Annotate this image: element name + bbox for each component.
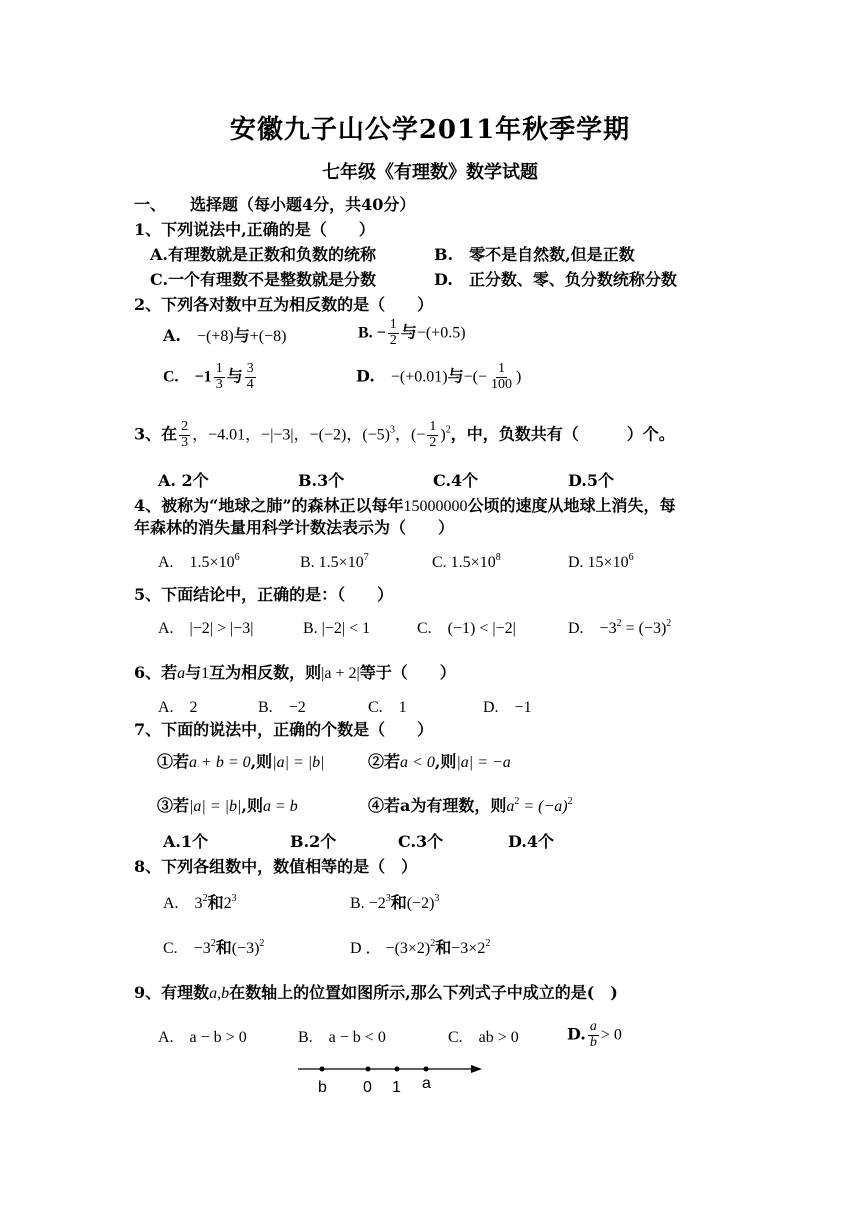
q3-option-b: B.3个	[298, 471, 345, 490]
q6-option-b: B. −2	[258, 699, 306, 716]
q6-var: a	[177, 665, 186, 682]
q9-b: 在数轴上的位置如图所示,那么下列式子中成立的是( )	[229, 983, 618, 1002]
q2-c-fraction	[214, 362, 225, 392]
q8-option-a	[163, 895, 237, 912]
q7-s3-a: ③若	[157, 796, 190, 815]
q3-mid: ，(−	[395, 426, 426, 444]
q4-option-c	[432, 552, 501, 571]
q5-option-b: B. |−2| < 1	[303, 620, 371, 637]
q8-option-b	[350, 895, 439, 912]
q8-c-pre: C. −3	[163, 940, 211, 957]
q6-b: 与	[185, 663, 202, 682]
q4-b-text: B. 1.5×10	[300, 554, 364, 571]
q3-option-a: A. 2个	[158, 471, 209, 490]
q2-option-a	[163, 328, 286, 345]
q8-c-exp1: 2	[210, 938, 216, 949]
q7-s3-math: |a| = |b|	[189, 798, 242, 815]
q1-option-b: B. 零不是自然数,但是正数	[434, 245, 635, 264]
q2-c-label: C. −1	[163, 368, 212, 386]
q2-c-and: 与	[226, 366, 243, 386]
q2-d-close: )	[515, 368, 522, 386]
q9-d-end: > 0	[600, 1026, 622, 1044]
q4-a-text: A. 1.5×10	[158, 554, 235, 571]
q8-a-and: 和	[207, 893, 224, 912]
label-b: b	[318, 1079, 327, 1096]
q2-a-math2: +(−8)	[249, 328, 287, 345]
q2-a-math: −(+8)	[197, 328, 234, 345]
q8-a-exp2: 3	[231, 893, 237, 904]
q5-option-a: A. |−2| > |−3|	[158, 620, 254, 637]
q7-s3-b: ,则	[241, 796, 263, 815]
q3-den2: 2	[429, 434, 437, 450]
q1-stem: 1、下列说法中,正确的是（ ）	[134, 220, 375, 239]
q4-line1-number: 15000000	[403, 498, 468, 515]
q7-s2-math: a < 0	[400, 754, 435, 771]
q2-d-fraction	[489, 362, 514, 392]
q5-option-c: C. (−1) < |−2|	[417, 620, 516, 637]
q7-s3-math2: a = b	[262, 798, 298, 815]
q4-b-exp: 7	[363, 552, 369, 563]
q9-a: 9、有理数	[134, 983, 210, 1002]
q8-option-d	[350, 940, 490, 957]
q7-s4-exp: 2	[514, 796, 520, 807]
point-one	[395, 1067, 400, 1072]
q2-a-label: A.	[163, 326, 197, 345]
q2-c-den2: 4	[246, 376, 254, 392]
q5-d-a: D. −3	[568, 620, 617, 637]
q1-option-c: C.一个有理数不是整数就是分数	[150, 270, 377, 289]
q4-stem-line1	[134, 498, 676, 515]
q4-stem-line2: 年森林的消失量用科学计数法表示为（ ）	[134, 518, 455, 537]
q3-tail: ，中，负数共有（ ）个。	[450, 424, 675, 444]
q3-close: )	[440, 426, 446, 444]
q2-d-math2: −(−	[463, 368, 487, 386]
label-zero: 0	[363, 1079, 372, 1096]
q5-option-d	[568, 618, 672, 637]
q7-s2-b: ,则	[434, 752, 457, 771]
q7-option-a: A.1个	[163, 832, 209, 851]
q7-stem: 7、下面的说法中，正确的个数是（ ）	[134, 720, 434, 739]
q6-option-c: C. 1	[368, 699, 407, 716]
q8-option-c	[163, 940, 264, 957]
q3-num: 2	[181, 419, 189, 434]
q2-d-den: 100	[490, 376, 512, 392]
q8-d-pre: D ． −(3×2)	[350, 940, 431, 957]
q9-d-label: D.	[567, 1024, 586, 1044]
q2-b-den: 2	[389, 332, 397, 348]
q9-vars: a,b	[209, 985, 230, 1002]
q9-stem	[134, 985, 618, 1002]
q2-d-and: 与	[447, 366, 464, 386]
q7-statement-1	[157, 754, 325, 771]
q7-s1-a: ①若	[157, 752, 190, 771]
section-label: 选择题（每小题4分，共40分）	[190, 195, 416, 214]
q8-b-pre: B. −2	[350, 895, 386, 912]
q6-abs: |a + 2|	[321, 665, 360, 682]
q2-c-fraction2	[245, 362, 256, 392]
q2-stem: 2、下列各对数中互为相反数的是（ ）	[134, 295, 434, 314]
q8-d-base: −3×2	[451, 940, 486, 957]
q3-num2: 1	[429, 419, 437, 434]
point-a	[424, 1067, 429, 1072]
q7-option-b: B.2个	[290, 832, 337, 851]
q6-option-a: A. 2	[158, 699, 198, 716]
q2-b-num: 1	[389, 317, 397, 332]
q6-stem	[134, 665, 456, 682]
q9-d-den: b	[589, 1034, 597, 1050]
q7-s1-math: a + b = 0	[189, 754, 251, 771]
q9-option-a: A. a − b > 0	[158, 1029, 247, 1046]
q7-s1-math2: |a| = |b|	[272, 754, 325, 771]
q4-d-exp: 6	[628, 552, 634, 563]
q6-one: 1	[201, 665, 210, 682]
q2-option-b	[358, 318, 466, 348]
q9-option-b: B. a − b < 0	[298, 1029, 386, 1046]
q4-line1-b: 公顷的速度从地球上消失，每	[467, 496, 676, 515]
q5-d-mid: = (−3)	[621, 620, 667, 637]
q1-option-d: D. 正分数、零、负分数统称分数	[434, 270, 677, 289]
q9-d-num: a	[589, 1019, 597, 1034]
q2-b-label: B. −	[358, 324, 386, 342]
q7-s4-math: a	[506, 798, 515, 815]
q3-fraction	[179, 420, 190, 450]
q8-b-exp1: 3	[385, 893, 391, 904]
q8-c-base: (−3)	[231, 940, 260, 957]
q6-d: 互为相反数，则	[209, 663, 322, 682]
q8-b-base: (−2)	[406, 895, 435, 912]
q4-line1-a: 4、被称为“地球之肺”的森林正以每年	[134, 496, 404, 515]
q6-a: 6、若	[134, 663, 178, 682]
q9-option-d	[567, 1020, 622, 1050]
q8-a-base: 2	[223, 895, 232, 912]
q3-items: ，−4.01，−|−3|，−(−2)，(−5)	[192, 426, 391, 444]
q9-d-fraction	[588, 1020, 599, 1050]
q2-c-num: 1	[215, 361, 223, 376]
q7-option-c: C.3个	[398, 832, 444, 851]
page-subtitle: 七年级《有理数》数学试题	[322, 162, 538, 183]
q3-fraction2	[427, 420, 438, 450]
q8-d-exp1: 2	[430, 938, 436, 949]
q4-option-d	[568, 552, 634, 571]
q2-option-d	[356, 362, 521, 392]
q3-exp: 3	[390, 424, 396, 436]
point-b	[320, 1067, 325, 1072]
q7-statement-4	[368, 798, 573, 815]
number-line-figure	[296, 1058, 496, 1098]
q4-option-a	[158, 552, 240, 571]
q8-b-exp2: 3	[434, 893, 440, 904]
q7-s4-math2: = (−a)	[519, 798, 568, 815]
label-a: a	[422, 1075, 431, 1092]
q8-a-pre: A. 3	[163, 895, 203, 912]
q2-b-math: −(+0.5)	[416, 324, 466, 342]
page-title: 安徽九子山公学2011年秋季学期	[229, 115, 631, 145]
q8-d-and: 和	[435, 938, 452, 957]
q4-d-text: D. 15×10	[568, 554, 629, 571]
q8-stem: 8、下列各组数中，数值相等的是（ ）	[134, 857, 418, 876]
q2-d-num: 1	[497, 361, 505, 376]
q8-a-exp1: 2	[202, 893, 208, 904]
q7-s4-exp2: 2	[567, 796, 573, 807]
q5-d-exp1: 2	[616, 618, 622, 629]
q3-stem	[134, 420, 675, 450]
q8-c-exp2: 2	[259, 938, 265, 949]
q2-d-label: D.	[356, 366, 391, 386]
q7-s2-math2: |a| = −a	[456, 754, 511, 771]
q2-c-den: 3	[215, 376, 223, 392]
q5-d-exp2: 2	[666, 618, 672, 629]
q8-b-and: 和	[390, 893, 407, 912]
q2-b-and: 与	[400, 322, 417, 342]
label-one: 1	[392, 1079, 401, 1096]
q4-c-exp: 8	[495, 552, 501, 563]
q1-option-a: A.有理数就是正数和负数的统称	[150, 245, 376, 264]
q3-option-d: D.5个	[568, 471, 615, 490]
q8-d-exp2: 2	[485, 938, 491, 949]
q2-c-num2: 3	[246, 361, 254, 376]
q5-stem: 5、下面结论中，正确的是：（ ）	[134, 585, 394, 604]
q6-option-d: D. −1	[483, 699, 532, 716]
section-number: 一、	[134, 195, 167, 214]
q8-c-and: 和	[215, 938, 232, 957]
q7-s4-a: ④若a为有理数，则	[368, 796, 507, 815]
q3-exp2: 2	[445, 424, 451, 436]
q7-s1-b: ,则	[250, 752, 273, 771]
point-zero	[366, 1067, 371, 1072]
q7-option-d: D.4个	[508, 832, 555, 851]
q7-statement-2	[368, 754, 511, 771]
q9-option-c: C. ab > 0	[448, 1029, 519, 1046]
q3-den: 3	[181, 434, 189, 450]
q7-statement-3	[157, 798, 298, 815]
q7-s2-a: ②若	[368, 752, 401, 771]
q2-option-c	[163, 362, 258, 392]
q3-pre: 3、在	[134, 424, 178, 444]
q6-f: 等于（ ）	[359, 663, 456, 682]
q2-b-fraction	[388, 318, 399, 348]
q2-a-and: 与	[233, 326, 250, 345]
q3-option-c: C.4个	[433, 471, 479, 490]
arrow-right-icon	[471, 1065, 482, 1073]
q4-c-text: C. 1.5×10	[432, 554, 496, 571]
q4-option-b	[300, 552, 369, 571]
q4-a-exp: 6	[234, 552, 240, 563]
q2-d-math: −(+0.01)	[390, 368, 448, 386]
